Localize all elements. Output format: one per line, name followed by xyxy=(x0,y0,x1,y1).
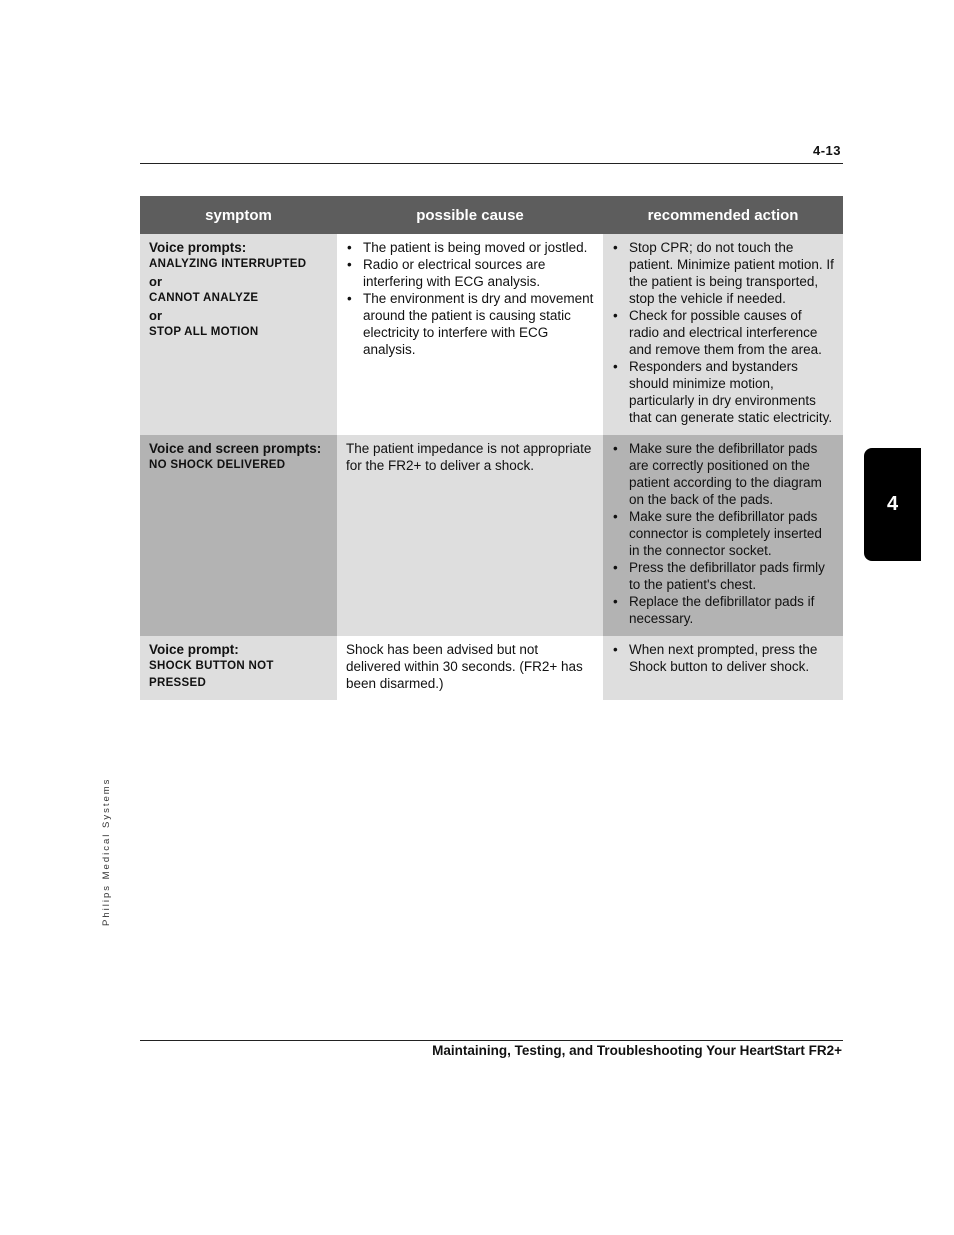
symptom-label: Voice and screen prompts: xyxy=(149,441,322,456)
list-item: • Check for possible causes of radio and electrical interference and remove them from the area. xyxy=(612,307,835,358)
or-connector: or xyxy=(149,308,162,323)
cause-cell: The patient impedance is not appropriate for the FR2+ to deliver a shock. xyxy=(337,435,603,636)
prompt-text: ANALYZING INTERRUPTED xyxy=(149,258,307,270)
footer-rule xyxy=(140,1040,843,1041)
list-item: • Press the defibrillator pads firmly to the patient's chest. xyxy=(612,559,835,593)
action-cell xyxy=(603,435,843,636)
chapter-tab xyxy=(864,448,921,561)
list-item: • Stop CPR; do not touch the patient. Minimize patient motion. If the patient is being transported, stop the vehicle if needed. xyxy=(612,239,835,307)
page-number: 4-13 xyxy=(812,143,841,158)
header-possible-cause: possible cause xyxy=(337,196,603,234)
table-row xyxy=(140,435,843,636)
list-item: • Replace the defibrillator pads if necessary. xyxy=(612,593,835,627)
action-list xyxy=(612,440,835,627)
header-symptom: symptom xyxy=(140,196,337,234)
symptom-cell xyxy=(140,636,337,700)
symptom-label: Voice prompts: xyxy=(149,240,247,255)
prompt-text: STOP ALL MOTION xyxy=(149,326,259,338)
action-cell xyxy=(603,234,843,435)
prompt-text: NO SHOCK DELIVERED xyxy=(149,459,286,471)
symptom-cell xyxy=(140,234,337,435)
table-header-row xyxy=(140,196,843,234)
list-item: • Make sure the defibrillator pads are correctly positioned on the patient according to the diagram on the back of the pads. xyxy=(612,440,835,508)
or-connector: or xyxy=(149,274,162,289)
table-row xyxy=(140,234,843,435)
cause-cell xyxy=(337,234,603,435)
header-recommended-action: recommended action xyxy=(603,196,843,234)
list-item: • Responders and bystanders should minimize motion, particularly in dry environments that can generate static electricity. xyxy=(612,358,835,426)
symptom-label: Voice prompt: xyxy=(149,642,239,657)
prompt-text: CANNOT ANALYZE xyxy=(149,292,259,304)
list-item: • The patient is being moved or jostled. xyxy=(346,239,595,256)
list-item: • When next prompted, press the Shock button to deliver shock. xyxy=(612,641,835,675)
list-item: • Make sure the defibrillator pads connector is completely inserted in the connector socket. xyxy=(612,508,835,559)
table-row xyxy=(140,636,843,700)
header-rule xyxy=(140,163,843,164)
publisher-side-text: Philips Medical Systems xyxy=(101,777,112,926)
list-item: • The environment is dry and movement around the patient is causing static electricity to interfere with ECG analysis. xyxy=(346,290,595,358)
list-item: • Radio or electrical sources are interfering with ECG analysis. xyxy=(346,256,595,290)
cause-cell: Shock has been advised but not delivered within 30 seconds. (FR2+ has been disarmed.) xyxy=(337,636,603,700)
action-cell xyxy=(603,636,843,700)
action-list xyxy=(612,239,835,426)
symptom-cell xyxy=(140,435,337,636)
footer-title: Maintaining, Testing, and Troubleshooting Your HeartStart FR2+ xyxy=(432,1043,842,1058)
prompt-text: SHOCK BUTTON NOT PRESSED xyxy=(149,660,274,689)
troubleshooting-table xyxy=(140,196,843,700)
action-list xyxy=(612,641,835,675)
chapter-number: 4 xyxy=(886,493,899,515)
cause-list xyxy=(346,239,595,358)
